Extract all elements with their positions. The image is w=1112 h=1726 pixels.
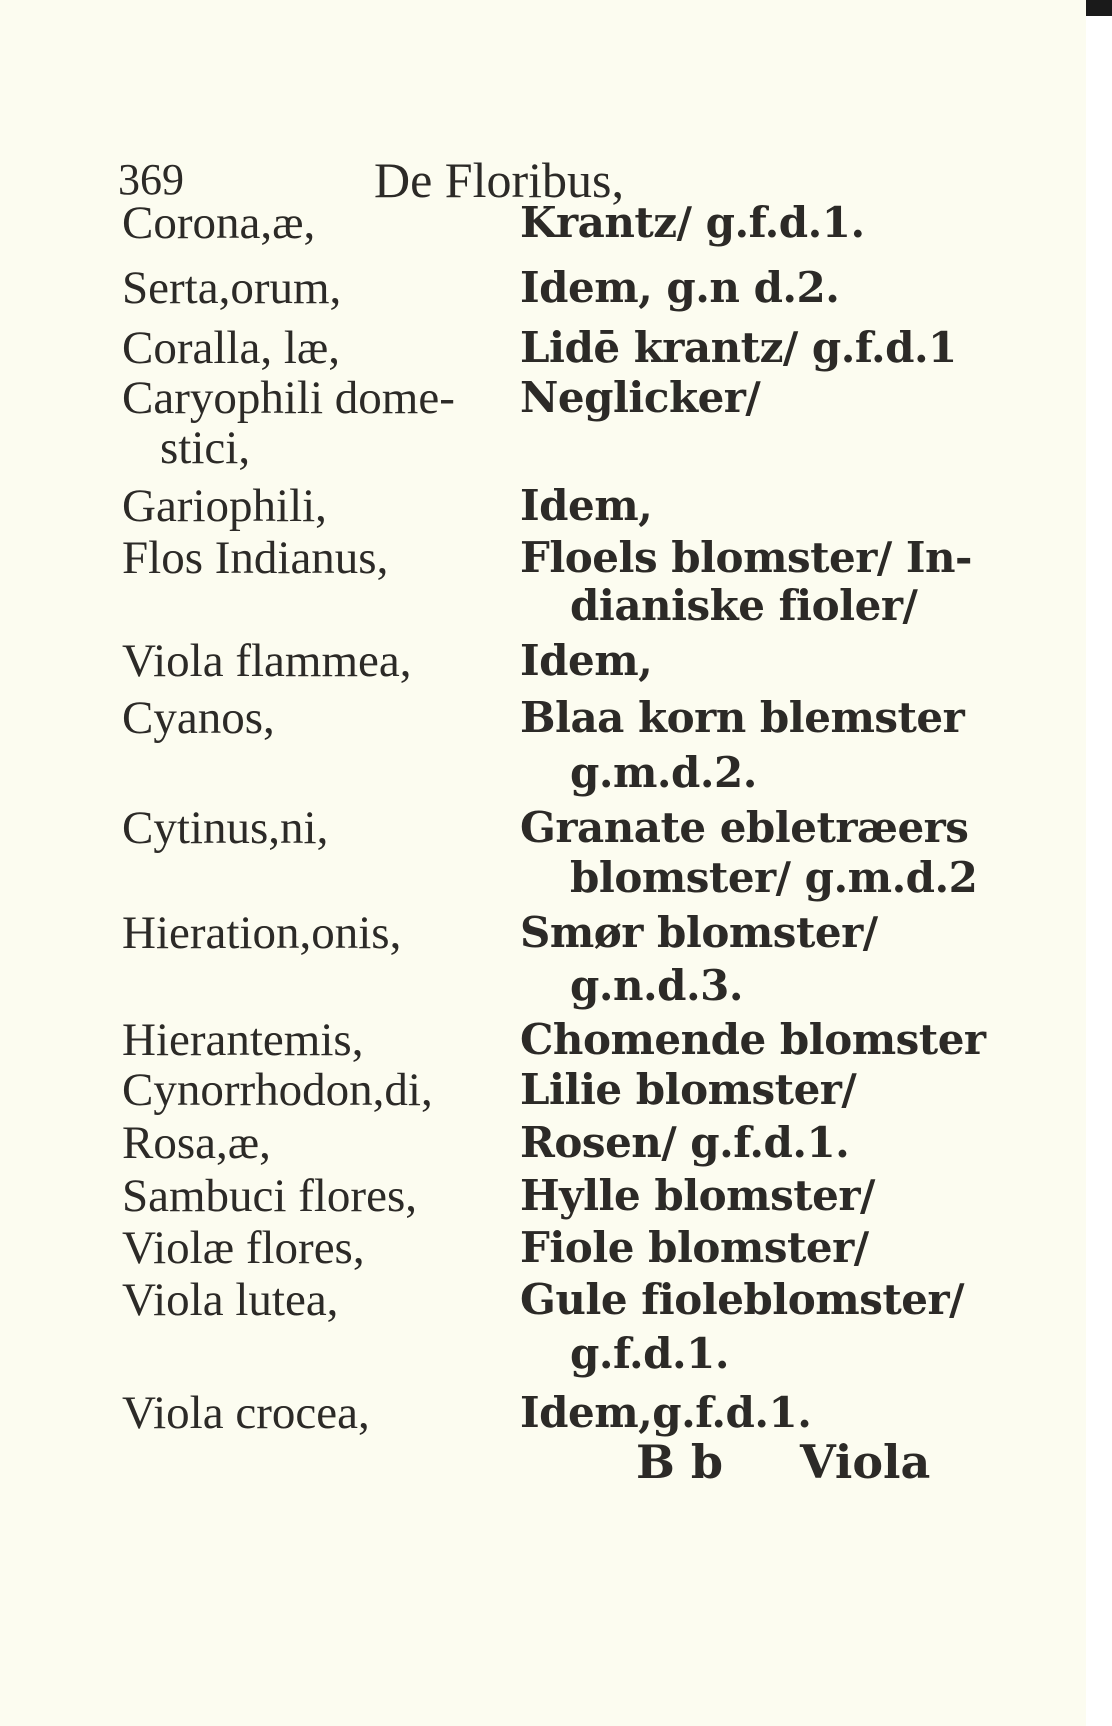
- vernacular-term-continuation: g.f.d.1.: [570, 1329, 730, 1378]
- latin-term: Cytinus,ni,: [122, 802, 329, 854]
- vernacular-term: Chomende blomster: [520, 1015, 986, 1064]
- latin-term: Rosa,æ,: [122, 1117, 271, 1169]
- latin-term: Viola lutea,: [122, 1274, 339, 1326]
- running-title: De Floribus,: [374, 152, 624, 208]
- latin-term: Flos Indianus,: [122, 532, 389, 584]
- vernacular-term: Hylle blomster/: [520, 1171, 875, 1220]
- vernacular-term-continuation: blomster/ g.m.d.2: [570, 853, 978, 902]
- vernacular-term: Smør blomster/: [520, 908, 878, 957]
- latin-term: Cynorrhodon,di,: [122, 1064, 433, 1116]
- vernacular-term-continuation: dianiske fioler/: [570, 581, 918, 630]
- vernacular-term: Idem, g.n d.2.: [520, 263, 840, 312]
- vernacular-term: Idem,: [520, 636, 653, 685]
- latin-term: Hieration,onis,: [122, 907, 402, 959]
- vernacular-term: Blaa korn blemster: [520, 693, 965, 742]
- latin-term: Coralla, læ,: [122, 322, 340, 374]
- latin-term: Violæ flores,: [122, 1222, 365, 1274]
- vernacular-term-continuation: g.m.d.2.: [570, 748, 757, 797]
- latin-term: Gariophili,: [122, 480, 327, 532]
- vernacular-term: Idem,g.f.d.1.: [520, 1388, 812, 1437]
- scan-corner-mark: [1086, 0, 1112, 16]
- vernacular-term: Krantz/ g.f.d.1.: [520, 198, 865, 247]
- vernacular-term: Floels blomster/ In-: [520, 533, 972, 582]
- latin-term: Sambuci flores,: [122, 1170, 417, 1222]
- latin-term: Hierantemis,: [122, 1014, 364, 1066]
- latin-term: Corona,æ,: [122, 197, 316, 249]
- latin-term: Viola crocea,: [122, 1387, 370, 1439]
- vernacular-term: Lilie blomster/: [520, 1065, 857, 1114]
- latin-term: Viola flammea,: [122, 635, 412, 687]
- vernacular-term: Idem,: [520, 481, 653, 530]
- vernacular-term: Granate ebletræers: [520, 803, 969, 852]
- page-footer: [0, 1434, 1086, 1494]
- vernacular-term: Rosen/ g.f.d.1.: [520, 1118, 850, 1167]
- vernacular-term: Gule fioleblomster/: [520, 1275, 964, 1324]
- vernacular-term: Neglicker/: [520, 373, 761, 422]
- vernacular-term-continuation: g.n.d.3.: [570, 961, 743, 1010]
- latin-term: Cyanos,: [122, 692, 275, 744]
- latin-term: Caryophili dome-: [122, 372, 455, 424]
- latin-term-continuation: stici,: [160, 422, 251, 474]
- vernacular-term: Fiole blomster/: [520, 1223, 869, 1272]
- catchword: Viola: [800, 1435, 931, 1489]
- signature-mark: B b: [636, 1435, 724, 1489]
- latin-term: Serta,orum,: [122, 262, 342, 314]
- scan-margin: [1086, 0, 1112, 1726]
- page-number: 369: [118, 155, 184, 204]
- vernacular-term: Lidē krantz/ g.f.d.1: [520, 323, 957, 372]
